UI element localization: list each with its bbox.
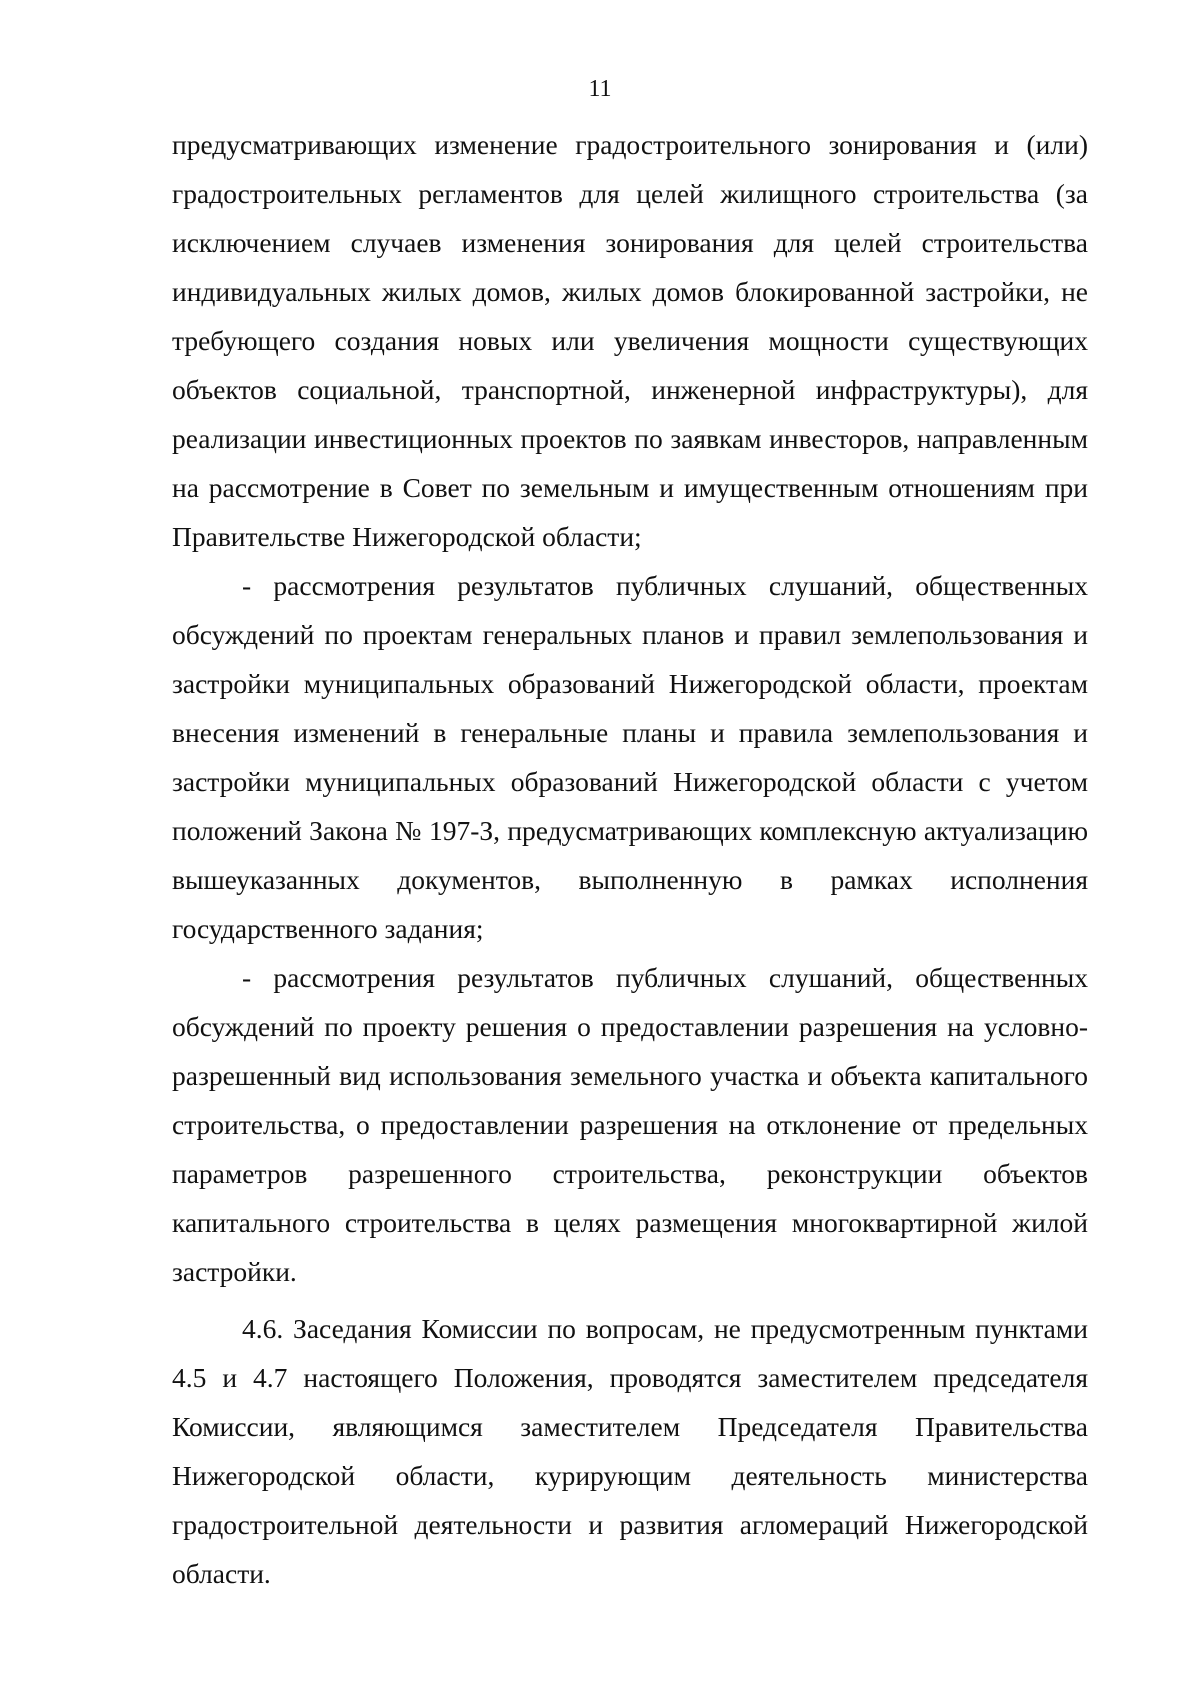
paragraph-list-item-1: - рассмотрения результатов публичных слушаний, общественных обсуждений по проектам генеральных планов и правил землепользования и застройки муниципальных образований Нижегородской области, проектам внесения изменений в генеральные планы и правила землепользования и застройки муниципальных образований Нижегородской области с учетом положений Закона № 197-З, предусматривающих комплексную актуализацию вышеуказанных документов, выполненную в рамках исполнения государственного задания; [172,570,1088,944]
page-number: 11 [588,76,612,102]
paragraph-list-item-2: - рассмотрения результатов публичных слушаний, общественных обсуждений по проекту решения о предоставлении разрешения на условно-разрешенный вид использования земельного участка и объекта капитального строительства, о предоставлении разрешения на отклонение от предельных параметров разрешенного строительства, реконструкции объектов капитального строительства в целях размещения многоквартирной жилой застройки. [172,962,1088,1287]
paragraph-continuation: предусматривающих изменение градостроительного зонирования и (или) градостроительных регламентов для целей жилищного строительства (за исключением случаев изменения зонирования для целей строительства индивидуальных жилых домов, жилых домов блокированной застройки, не требующего создания новых или увеличения мощности существующих объектов социальной, транспортной, инженерной инфраструктуры), для реализации инвестиционных проектов по заявкам инвесторов, направленным на рассмотрение в Совет по земельным и имущественным отношениям при Правительстве Нижегородской области; [172,129,1088,552]
document-body [172,120,1088,1598]
paragraph-clause-4-6: 4.6. Заседания Комиссии по вопросам, не предусмотренным пунктами 4.5 и 4.7 настоящего Положения, проводятся заместителем председателя Комиссии, являющимся заместителем Председателя Правительства Нижегородской области, курирующим деятельность министерства градостроительной деятельности и развития агломераций Нижегородской области. [172,1313,1088,1589]
